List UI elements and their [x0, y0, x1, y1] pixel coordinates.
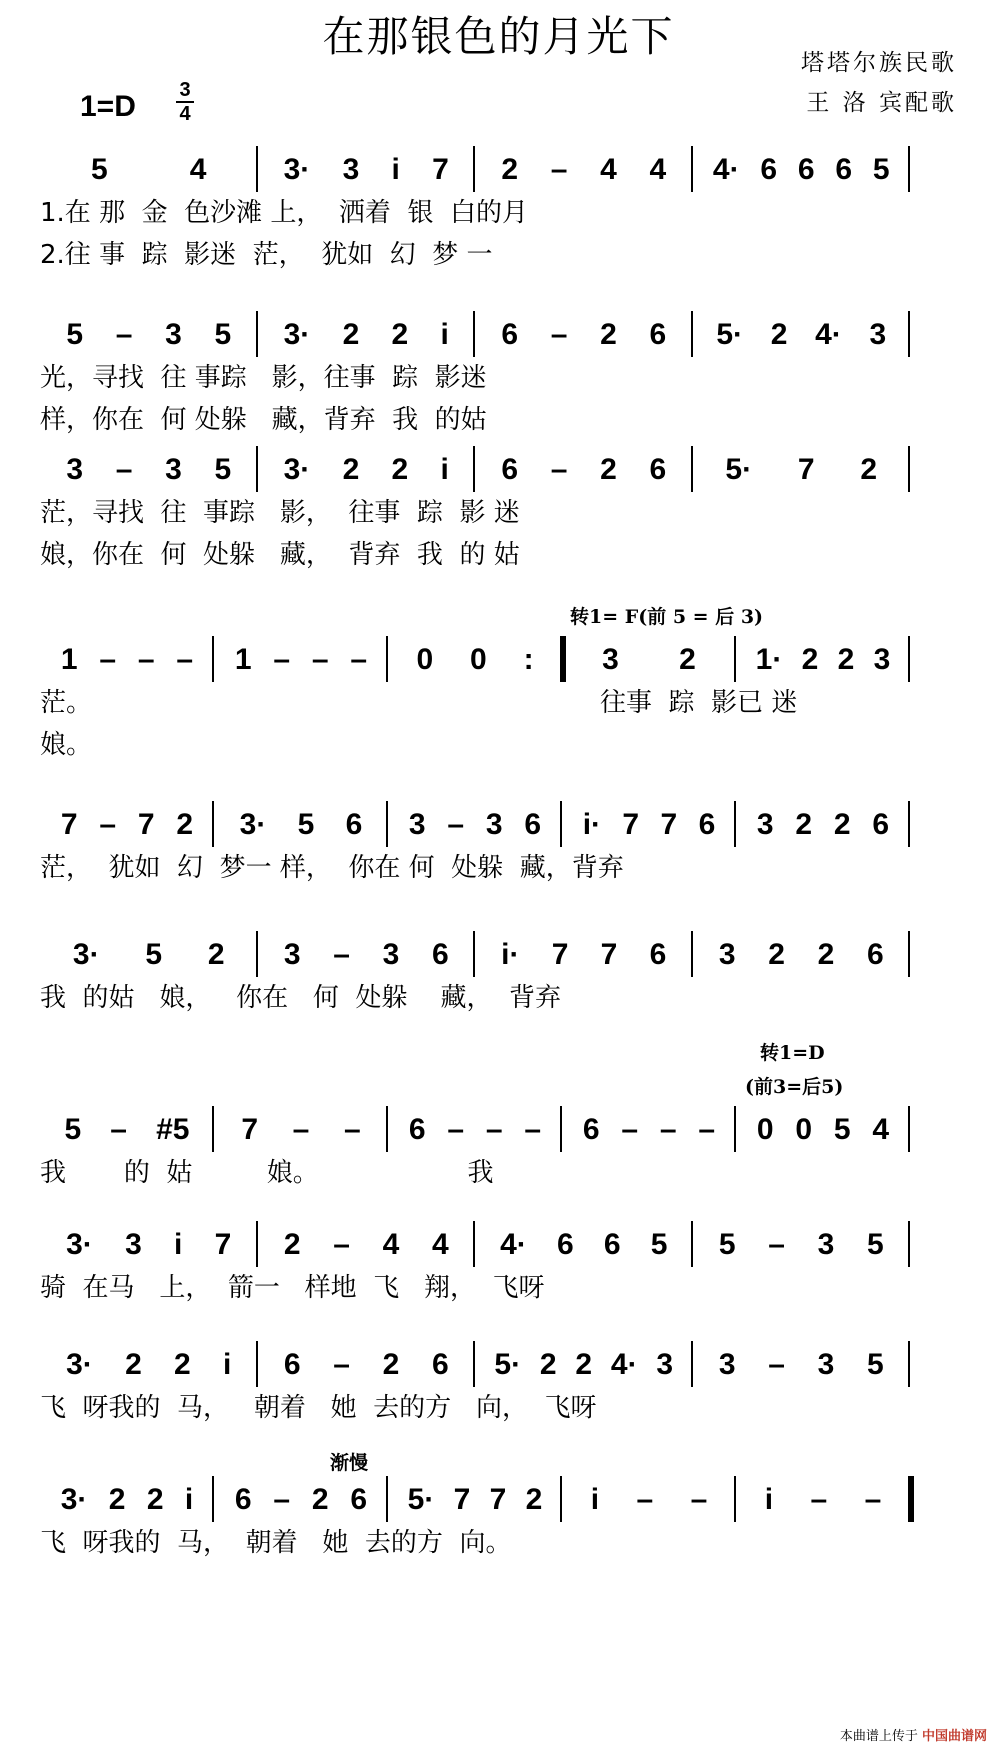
- note: 2: [174, 1348, 191, 1381]
- note: i: [174, 1228, 183, 1261]
- note: 4: [872, 1113, 890, 1146]
- measure: [40, 1335, 258, 1387]
- footer-site: 中国曲谱网: [921, 1729, 987, 1744]
- score-system: [40, 305, 960, 441]
- note: 1: [60, 643, 78, 676]
- note: 6: [866, 938, 884, 971]
- note: 4: [189, 153, 207, 186]
- note: 5: [91, 153, 108, 186]
- note: 7: [60, 808, 78, 841]
- measure: [40, 1470, 214, 1522]
- note: 2: [600, 318, 617, 351]
- measure: [258, 1335, 476, 1387]
- note: 4·: [500, 1228, 527, 1261]
- notes-row: [40, 1215, 960, 1267]
- note: 3·: [66, 1348, 93, 1381]
- notes-row: [40, 140, 960, 192]
- barline: [908, 1341, 910, 1387]
- note: 6: [872, 808, 890, 841]
- barline: [908, 1106, 910, 1152]
- note: –: [550, 318, 568, 351]
- lyric-text: 往事 踪 影已 迷: [600, 688, 798, 718]
- note: –: [115, 453, 133, 486]
- note: 3: [756, 808, 774, 841]
- note: 3·: [66, 1228, 93, 1261]
- note: 4: [600, 153, 617, 186]
- score-system: [40, 1042, 960, 1194]
- measure: [388, 1100, 562, 1152]
- footer-text: 本曲谱上传于: [839, 1729, 918, 1744]
- note: 2: [207, 938, 225, 971]
- modulation-note: (前3=后5): [745, 1076, 844, 1098]
- measure: [475, 440, 693, 492]
- note: –: [311, 643, 329, 676]
- note: 6: [649, 938, 667, 971]
- note: 6: [603, 1228, 621, 1261]
- note: –: [621, 1113, 639, 1146]
- note: 7: [551, 938, 569, 971]
- note: 2: [600, 453, 617, 486]
- lyric-line: [40, 724, 960, 766]
- note: 0: [795, 1113, 813, 1146]
- note: i: [222, 1348, 232, 1381]
- note: 6: [582, 1113, 600, 1146]
- lyric-line: [40, 1267, 960, 1309]
- note: 2: [391, 453, 409, 486]
- note: 5: [145, 938, 163, 971]
- note: 2: [860, 453, 878, 486]
- note: 2: [539, 1348, 557, 1381]
- note: i: [590, 1483, 600, 1516]
- measure: [562, 1100, 736, 1152]
- note: –: [273, 643, 291, 676]
- measure: [214, 1470, 388, 1522]
- measure: [258, 305, 476, 357]
- note: 7: [432, 153, 449, 186]
- lyric-line: [40, 1152, 960, 1194]
- note: 6: [501, 318, 519, 351]
- note: 6: [835, 153, 853, 186]
- measure: [40, 140, 258, 192]
- measure: [40, 630, 214, 682]
- notes-row: [40, 1470, 960, 1522]
- measure: [736, 795, 910, 847]
- lyric-line: [40, 492, 960, 534]
- note: i: [440, 453, 449, 486]
- note: 7: [137, 808, 155, 841]
- note: i·: [501, 938, 520, 971]
- measure: [693, 140, 911, 192]
- notes-row: [40, 1100, 960, 1152]
- measure: [388, 630, 562, 682]
- score-system: [40, 140, 960, 276]
- note: 4: [382, 1228, 400, 1261]
- note: 5·: [407, 1483, 435, 1516]
- note: –: [550, 453, 568, 486]
- song-title: 在那银色的月光下: [322, 12, 675, 61]
- notes-row: [40, 795, 960, 847]
- note: –: [333, 1228, 350, 1261]
- lyric-line: [40, 357, 960, 399]
- measure: [258, 440, 476, 492]
- lyric-line: [40, 1387, 960, 1429]
- note: 2: [146, 1483, 164, 1516]
- note: 6: [649, 318, 667, 351]
- note: 7: [214, 1228, 232, 1261]
- note: 4·: [610, 1348, 638, 1381]
- time-bottom: 4: [179, 103, 191, 125]
- note: 5: [872, 153, 890, 186]
- note: 6: [431, 1348, 449, 1381]
- barline: [908, 446, 910, 492]
- note: 5: [866, 1228, 884, 1261]
- note: 6: [234, 1483, 252, 1516]
- note: –: [273, 1483, 291, 1516]
- note: 3: [873, 643, 891, 676]
- lyric-text: 茫。: [40, 688, 93, 718]
- measure: [693, 440, 911, 492]
- note: 2: [311, 1483, 329, 1516]
- note: –: [137, 643, 155, 676]
- score-system: [40, 440, 960, 576]
- measure: [214, 795, 388, 847]
- note: 7: [489, 1483, 507, 1516]
- lyric-text: 1.在 那 金 色沙滩 上， 洒着 银 白的月: [40, 198, 528, 228]
- note: 5: [297, 808, 315, 841]
- lyric-text: 飞 呀我的 马， 朝着 她 去的方 向， 飞呀: [40, 1393, 597, 1423]
- note: 6: [760, 153, 778, 186]
- note: 1: [234, 643, 252, 676]
- lyric-text: 茫， 犹如 幻 梦一 样， 你在 何 处躲 藏，背弃: [40, 853, 624, 883]
- barline: [908, 1476, 914, 1522]
- note: 1·: [755, 643, 783, 676]
- measure: [562, 1470, 736, 1522]
- note: –: [343, 1113, 361, 1146]
- measure: [40, 440, 258, 492]
- note: 5: [866, 1348, 884, 1381]
- note: 2: [575, 1348, 593, 1381]
- note: 3: [382, 938, 400, 971]
- note: 7: [600, 938, 618, 971]
- note: 5·: [716, 318, 744, 351]
- note: –: [99, 643, 117, 676]
- note: 0: [416, 643, 434, 676]
- measure: [214, 630, 388, 682]
- note: –: [447, 808, 465, 841]
- modulation-mark: 转1=D: [760, 1042, 825, 1064]
- score-system: [40, 1452, 960, 1564]
- lyric-text: 茫，寻找 往 事踪 影， 往事 踪 影 迷: [40, 498, 520, 528]
- measure: [40, 1100, 214, 1152]
- note: 7: [241, 1113, 258, 1146]
- note: –: [550, 153, 568, 186]
- key-signature: 1=D: [80, 90, 136, 123]
- note: 3·: [283, 318, 311, 351]
- note: 5: [718, 1228, 736, 1261]
- lyric-text: 光，寻找 往 事踪 影，往事 踪 影迷: [40, 363, 487, 393]
- note: 3: [817, 1348, 835, 1381]
- notes-row: [40, 440, 960, 492]
- lyric-line: [40, 234, 960, 276]
- note: 6: [698, 808, 716, 841]
- note: i: [764, 1483, 774, 1516]
- note: 5: [833, 1113, 851, 1146]
- measure: [736, 1470, 910, 1522]
- measure: [214, 1100, 388, 1152]
- measure: [736, 630, 910, 682]
- note: 3: [485, 808, 503, 841]
- note: 6: [501, 453, 519, 486]
- barline: [908, 1221, 910, 1267]
- note: 4·: [815, 318, 842, 351]
- lyric-line: [40, 534, 960, 576]
- note: 3: [342, 153, 360, 186]
- note: 6: [431, 938, 449, 971]
- notes-row: [40, 1335, 960, 1387]
- score-system: [40, 606, 960, 760]
- note: 6: [283, 1348, 301, 1381]
- note: 6: [345, 808, 363, 841]
- note: –: [110, 1113, 127, 1146]
- lyric-line: [40, 1522, 960, 1564]
- note: 5: [214, 453, 232, 486]
- note: 2: [795, 808, 813, 841]
- measure: [40, 925, 258, 977]
- note: 2: [501, 153, 519, 186]
- lyric-text: 2.往 事 踪 影迷 茫， 犹如 幻 梦 一: [40, 240, 493, 270]
- note: i: [184, 1483, 194, 1516]
- note: 3: [656, 1348, 674, 1381]
- note: 6: [797, 153, 815, 186]
- note: 3: [165, 453, 182, 486]
- lyric-line: [40, 682, 960, 724]
- note: 5: [64, 1113, 82, 1146]
- measure: [562, 795, 736, 847]
- note: i·: [582, 808, 602, 841]
- note: –: [176, 643, 194, 676]
- note: –: [690, 1483, 708, 1516]
- note: 3: [66, 453, 84, 486]
- measure: [475, 1335, 693, 1387]
- note: 2: [391, 318, 409, 351]
- note: 3·: [72, 938, 100, 971]
- note: 2: [817, 938, 835, 971]
- note: 2: [176, 808, 194, 841]
- note: 3: [718, 1348, 736, 1381]
- lyric-text: 样，你在 何 处躲 藏，背弃 我 的姑: [40, 405, 487, 435]
- note: 7: [660, 808, 678, 841]
- note: 3: [602, 643, 619, 676]
- measure: [40, 305, 258, 357]
- note: 7: [797, 453, 815, 486]
- note: 6: [524, 808, 542, 841]
- note: –: [99, 808, 117, 841]
- note: –: [333, 938, 350, 971]
- note: 7: [453, 1483, 471, 1516]
- note: 3: [869, 318, 887, 351]
- note: –: [698, 1113, 716, 1146]
- note: #5: [156, 1113, 190, 1146]
- measure: [693, 1215, 911, 1267]
- note: i: [391, 153, 400, 186]
- note: 2: [837, 643, 855, 676]
- lyric-text: 飞 呀我的 马， 朝着 她 去的方 向。: [40, 1528, 512, 1558]
- measure: [40, 795, 214, 847]
- note: 3: [165, 318, 182, 351]
- note: –: [864, 1483, 882, 1516]
- note: –: [768, 1348, 785, 1381]
- score-system: [40, 1215, 960, 1309]
- measure: [693, 1335, 911, 1387]
- lyric-line: [40, 977, 960, 1019]
- note: 5·: [725, 453, 753, 486]
- note: –: [659, 1113, 677, 1146]
- note: 2: [679, 643, 696, 676]
- note: 2: [768, 938, 785, 971]
- note: 3·: [283, 153, 311, 186]
- notes-row: [40, 630, 960, 682]
- time-top: 3: [179, 79, 191, 101]
- lyric-line: [40, 399, 960, 441]
- note: 6: [350, 1483, 368, 1516]
- note: 6: [408, 1113, 426, 1146]
- lyric-line: [40, 192, 960, 234]
- origin-credit: 塔塔尔族民歌: [801, 50, 957, 76]
- note: 6: [556, 1228, 574, 1261]
- note: –: [350, 643, 368, 676]
- note: 3·: [60, 1483, 88, 1516]
- note: 3: [408, 808, 426, 841]
- notes-row: [40, 305, 960, 357]
- lyric-text: 娘。: [40, 730, 93, 760]
- note: 4: [649, 153, 667, 186]
- note: –: [447, 1113, 465, 1146]
- note: 6: [649, 453, 667, 486]
- measure: [562, 630, 736, 682]
- note: 2: [833, 808, 851, 841]
- note: 5·: [494, 1348, 522, 1381]
- footer: [840, 1725, 987, 1744]
- lyric-text: 我 的 姑 娘。 我: [40, 1158, 494, 1188]
- note: 3·: [239, 808, 267, 841]
- note: :: [523, 643, 534, 676]
- note: 3: [283, 938, 301, 971]
- score-system: [40, 925, 960, 1019]
- measure: [388, 1470, 562, 1522]
- measure: [475, 140, 693, 192]
- notes-row: [40, 925, 960, 977]
- note: 3·: [283, 453, 311, 486]
- note: 2: [342, 453, 360, 486]
- note: 2: [283, 1228, 301, 1261]
- note: 2: [801, 643, 819, 676]
- measure: [475, 925, 693, 977]
- note: 2: [342, 318, 360, 351]
- barline: [908, 311, 910, 357]
- lyric-text: 娘，你在 何 处躲 藏， 背弃 我 的 姑: [40, 540, 520, 570]
- note: 0: [470, 643, 487, 676]
- barline: [908, 636, 910, 682]
- note: 2: [125, 1348, 142, 1381]
- measure: [736, 1100, 910, 1152]
- measure: [40, 1215, 258, 1267]
- measure: [693, 305, 911, 357]
- note: i: [440, 318, 449, 351]
- note: 3: [125, 1228, 142, 1261]
- score-system: [40, 1335, 960, 1429]
- note: –: [115, 318, 133, 351]
- note: 3: [718, 938, 736, 971]
- barline: [908, 931, 910, 977]
- note: 3: [817, 1228, 835, 1261]
- measure: [258, 140, 476, 192]
- note: –: [810, 1483, 828, 1516]
- note: 4·: [712, 153, 740, 186]
- arranger-credit: 王 洛 宾配歌: [806, 90, 957, 116]
- measure: [693, 925, 911, 977]
- measure: [475, 1215, 693, 1267]
- score-system: [40, 795, 960, 889]
- note: 5: [66, 318, 84, 351]
- barline: [908, 146, 910, 192]
- note: –: [636, 1483, 654, 1516]
- measure: [258, 925, 476, 977]
- note: 5: [214, 318, 232, 351]
- note: –: [485, 1113, 503, 1146]
- note: 2: [770, 318, 788, 351]
- measure: [475, 305, 693, 357]
- note: –: [292, 1113, 310, 1146]
- note: 2: [108, 1483, 126, 1516]
- note: 2: [382, 1348, 400, 1381]
- modulation-mark: 转1= F(前 5 = 后 3): [570, 606, 764, 628]
- note: –: [768, 1228, 785, 1261]
- note: 5: [650, 1228, 668, 1261]
- note: 2: [525, 1483, 543, 1516]
- lyric-text: 我 的姑 娘， 你在 何 处躲 藏， 背弃: [40, 983, 562, 1013]
- note: –: [333, 1348, 350, 1381]
- lyric-text: 骑 在马 上， 箭一 样地 飞 翔， 飞呀: [40, 1273, 545, 1303]
- note: 7: [622, 808, 640, 841]
- barline: [908, 801, 910, 847]
- measure: [258, 1215, 476, 1267]
- tempo-mark: 渐慢: [330, 1452, 369, 1474]
- time-signature: [176, 80, 194, 124]
- measure: [388, 795, 562, 847]
- note: –: [524, 1113, 542, 1146]
- note: 0: [756, 1113, 774, 1146]
- note: 4: [431, 1228, 449, 1261]
- lyric-line: [40, 847, 960, 889]
